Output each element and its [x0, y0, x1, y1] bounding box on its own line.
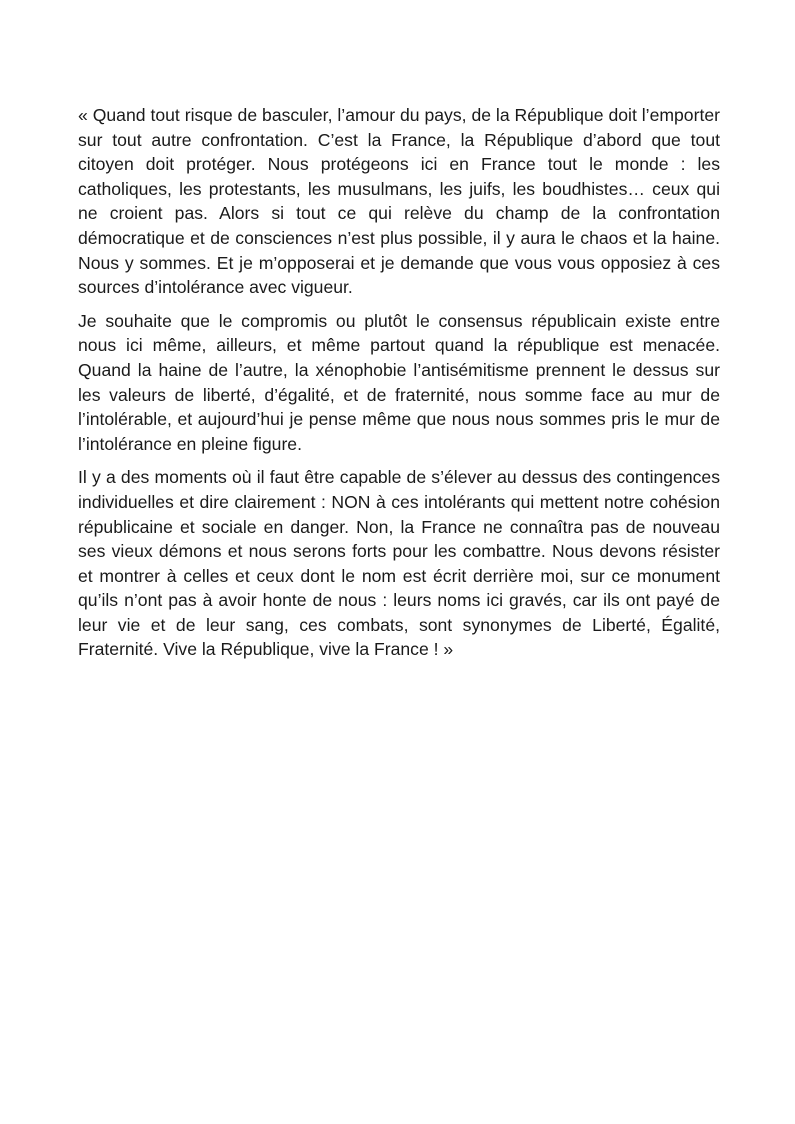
paragraph-2: Je souhaite que le compromis ou plutôt le consensus républicain existe entre nous ici même, ailleurs, et même partout quand la république est menacée. Quand la haine de l’autre, la xénophobie l’antisémitisme prennent le dessus sur les valeurs de liberté, d’égalité, et de fraternité, nous somme face au mur de l’intolérable, et aujourd’hui je pense même que nous nous sommes pris le mur de l’intolérance en pleine figure.	[78, 310, 720, 454]
speech-text	[78, 103, 720, 671]
paragraph-3: Il y a des moments où il faut être capable de s’élever au dessus des contingences individuelles et dire clairement : NON à ces intolérants qui mettent notre cohésion républicaine et sociale en danger. Non, la France ne connaîtra pas de nouveau ses vieux démons et nous serons forts pour les combattre. Nous devons résister et montrer à celles et ceux dont le nom est écrit derrière moi, sur ce monument qu’ils n’ont pas à avoir honte de nous : leurs noms ici gravés, car ils ont payé de leur vie et de leur sang, ces combats, sont synonymes de Liberté, Égalité, Fraternité. Vive la République, vive la France ! »	[78, 467, 720, 660]
paragraph-1: « Quand tout risque de basculer, l’amour du pays, de la République doit l’emporter sur tout autre confrontation. C’est la France, la République d’abord que tout citoyen doit protéger. Nous protégeons ici en France tout le monde : les catholiques, les protestants, les musulmans, les juifs, les boudhistes… ceux qui ne croient pas. Alors si tout ce qui relève du champ de la confrontation démocratique et de consciences n’est plus possible, il y aura le chaos et la haine. Nous y sommes. Et je m’opposerai et je demande que vous vous opposiez à ces sources d’intolérance avec vigueur.	[78, 105, 720, 298]
